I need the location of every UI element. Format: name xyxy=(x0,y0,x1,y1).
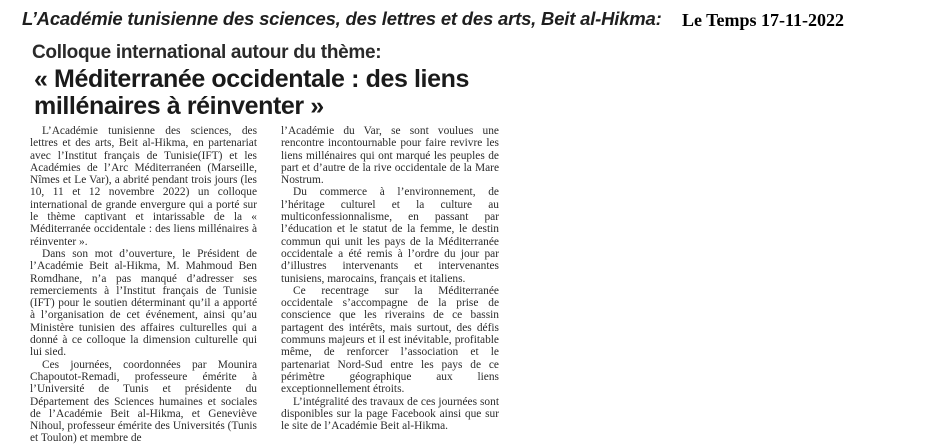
article-column-1 xyxy=(30,125,257,445)
source-date: Le Temps 17-11-2022 xyxy=(682,10,845,30)
paragraph-continuation: l’Académie du Var, se sont voulues une rencontre incontournable pour faire revivre les liens millénaires qui ont marqué les peuples de part et d’autre de la rive occidentale de la Mare Nostrum. xyxy=(281,125,499,187)
article-column-2 xyxy=(281,125,499,432)
paragraph: Ce recentrage sur la Méditerranée occidentale s’accompagne de la prise de conscience que les riverains de ce bassin partagent des intérêts, mais surtout, des défis communs majeurs et il est inévitable, profitable même, de renforcer l’association et le partenariat Nord-Sud entre les pays de ce périmètre géographique aux liens exceptionnellement étroits. xyxy=(281,284,499,396)
paragraph: Dans son mot d’ouverture, le Président de l’Académie Beit al-Hikma, M. Mahmoud Ben Romdhane, n’a pas manqué d’adresser ses remerciements à l’Institut français de Tunisie (IFT) pour le soutien déterminant qu’il a apporté à l’organisation de cet événement, ainsi qu’au Ministère tunisien des affaires culturelles qui a donné à ce colloque la dimension culturelle qui lui sied. xyxy=(30,247,257,359)
institution-header: L’Académie tunisienne des sciences, des lettres et des arts, Beit al-Hikma: xyxy=(22,8,662,29)
paragraph: Ces journées, coordonnées par Mounira Chapoutot-Remadi, professeure émérite à l’Université de Tunis et présidente du Département des Sciences humaines et sociales de l’Académie Beit al-Hikma, et Geneviève Nihoul, professeur émérite des Universités (Tunis et Toulon) et membre de xyxy=(30,358,257,445)
paragraph: L’intégralité des travaux de ces journées sont disponibles sur la page Facebook ainsi que sur le site de l’Académie Beit al-Hikma. xyxy=(281,395,499,433)
article-kicker: Colloque international autour du thème: xyxy=(32,42,382,63)
paragraph: L’Académie tunisienne des sciences, des lettres et des arts, Beit al-Hikma, en partenariat avec l’Institut français de Tunisie(IFT) et les Académies de l’Arc Méditerranéen (Marseille, Nîmes et Le Var), a abrité pendant trois jours (les 10, 11 et 12 novembre 2022) un colloque international de grande envergure qui a porté sur le thème captivant et intarissable de la « Méditerranée occidentale : des liens millénaires à réinventer ». xyxy=(30,125,257,248)
paragraph: Du commerce à l’environnement, de l’héritage culturel et la culture au multiconfessionnalisme, en passant par l’éducation et le statut de la femme, le destin commun qui unit les pays de la Méditerranée occidentale a été remis à l’ordre du jour par d’illustres intervenants et intervenantes tunisiens, marocains, français et italiens. xyxy=(281,186,499,285)
article-headline: « Méditerranée occidentale : des liens millénaires à réinventer » xyxy=(34,65,469,120)
